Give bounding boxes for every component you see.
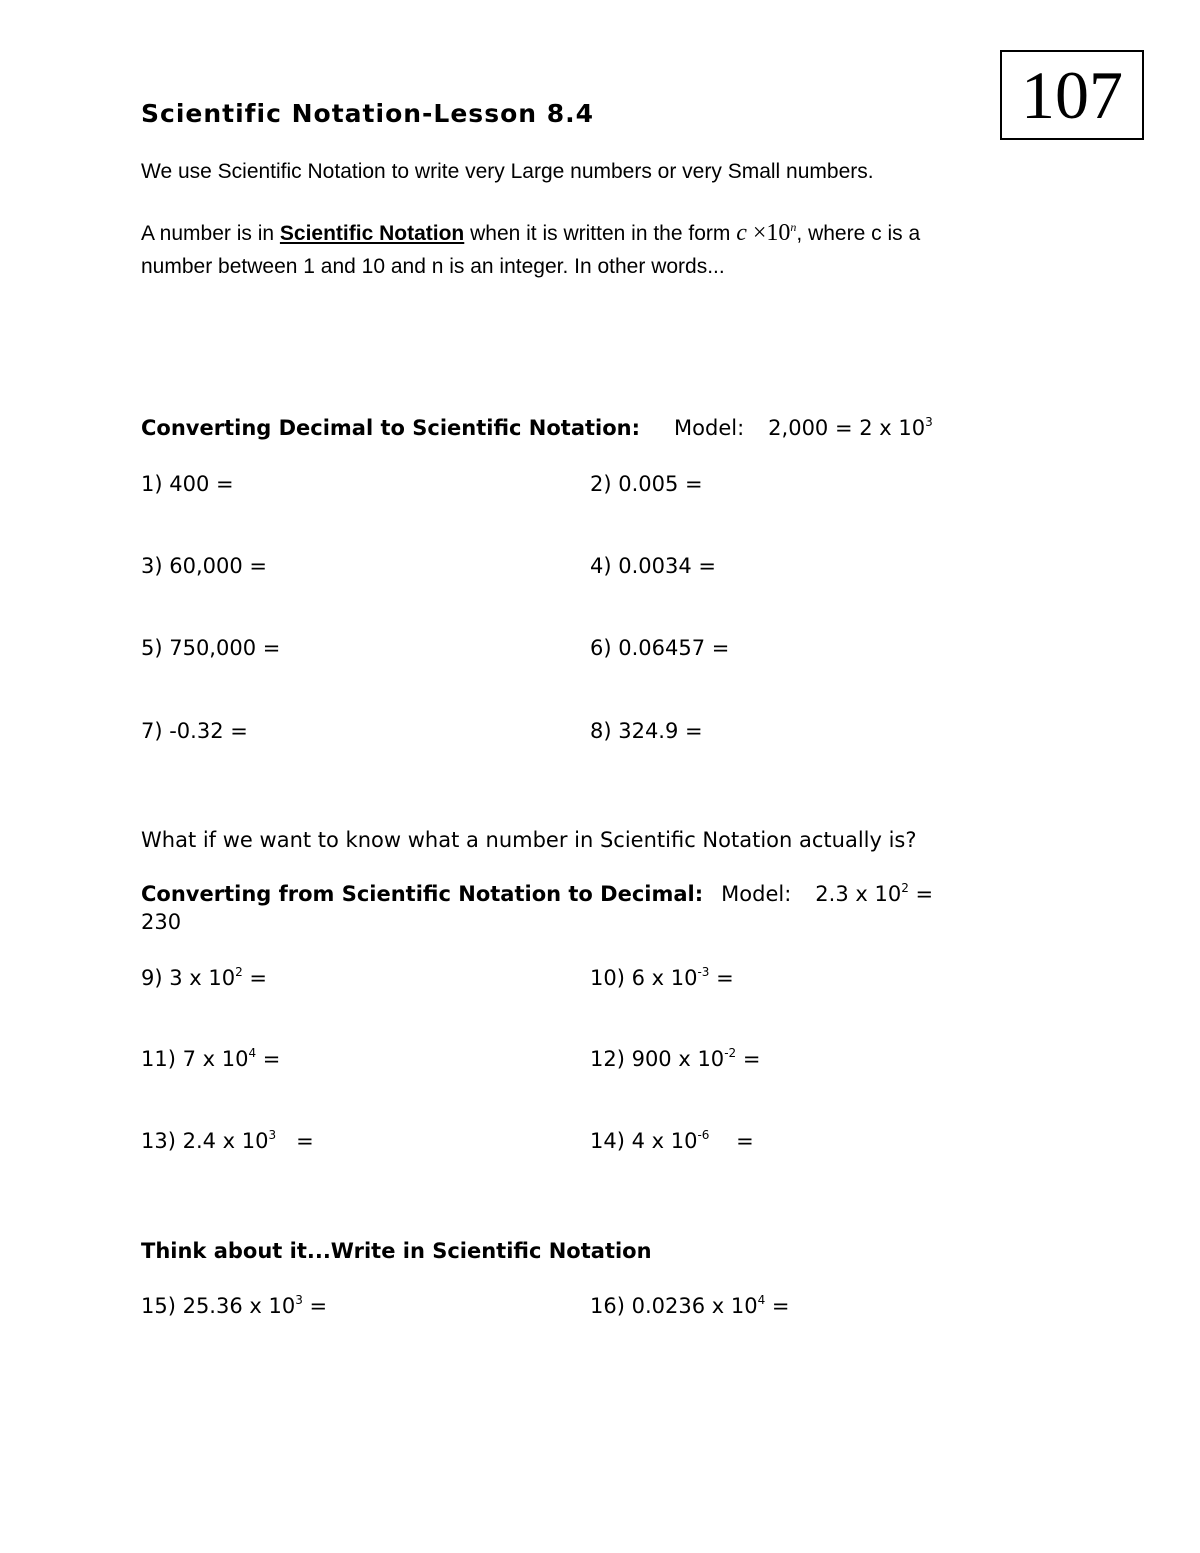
problem-8: 8) 324.9 = (590, 719, 703, 743)
problem-12-base: 12) 900 x 10 (590, 1047, 725, 1071)
section2-heading: Converting from Scientific Notation to Decimal: (141, 882, 704, 906)
problem-11 (141, 1047, 280, 1071)
section1-model-exp: 3 (925, 415, 933, 429)
problem-10-base: 10) 6 x 10 (590, 966, 698, 990)
problem-13-eq: = (276, 1129, 314, 1153)
section2-model-answer: 230 (141, 910, 182, 934)
formula-times: ×10 (746, 220, 791, 246)
definition-term: Scientific Notation (279, 222, 465, 245)
problem-10-exp: -3 (697, 965, 710, 979)
problem-16-exp: 4 (757, 1293, 766, 1307)
section2-model-text: 2.3 x 10 (815, 882, 902, 906)
section2-model-exp: 2 (901, 881, 909, 895)
problem-13 (141, 1129, 314, 1153)
definition-line-1 (141, 216, 920, 251)
problem-11-eq: = (256, 1047, 281, 1071)
section1-heading-line (141, 416, 933, 440)
problem-1: 1) 400 = (141, 472, 234, 496)
problem-7: 7) -0.32 = (141, 719, 248, 743)
problem-11-exp: 4 (248, 1046, 257, 1060)
problem-5: 5) 750,000 = (141, 636, 281, 660)
definition-after: , where c is a (796, 222, 921, 245)
problem-2: 2) 0.005 = (590, 472, 703, 496)
section3-heading: Think about it...Write in Scientific Notation (141, 1239, 652, 1263)
problem-12-exp: -2 (724, 1046, 737, 1060)
problem-15-eq: = (302, 1294, 328, 1318)
problem-9-exp: 2 (235, 965, 243, 979)
problem-10 (590, 966, 734, 990)
intro-text: We use Scientific Notation to write very Large numbers or very Small numbers. (141, 160, 874, 183)
problem-10-eq: = (709, 966, 734, 990)
problem-9-eq: = (242, 966, 268, 990)
formula (736, 220, 796, 246)
section1-heading: Converting Decimal to Scientific Notation: (141, 416, 641, 440)
page-number: 107 (1021, 57, 1123, 133)
page-number-box (1000, 50, 1144, 140)
problem-4: 4) 0.0034 = (590, 554, 716, 578)
problem-14-eq: = (709, 1129, 754, 1153)
problem-13-base: 13) 2.4 x 10 (141, 1129, 269, 1153)
section2-model-label: Model: (721, 882, 792, 906)
definition-line-2: number between 1 and 10 and n is an integer. In other words... (141, 255, 725, 278)
problem-14-base: 14) 4 x 10 (590, 1129, 698, 1153)
problem-12-eq: = (736, 1047, 761, 1071)
question-text: What if we want to know what a number in Scientific Notation actually is? (141, 828, 917, 852)
problem-3: 3) 60,000 = (141, 554, 267, 578)
problem-9 (141, 966, 267, 990)
problem-14 (590, 1129, 754, 1153)
problem-12 (590, 1047, 760, 1071)
problem-15 (141, 1294, 327, 1318)
problem-16-eq: = (765, 1294, 790, 1318)
definition-before: A number is in (141, 222, 280, 245)
problem-14-exp: -6 (697, 1128, 710, 1142)
problem-16 (590, 1294, 790, 1318)
problem-15-exp: 3 (295, 1293, 303, 1307)
problem-13-exp: 3 (268, 1128, 277, 1142)
problem-9-base: 9) 3 x 10 (141, 966, 236, 990)
section2-model-rest: = (908, 882, 934, 906)
formula-n: n (790, 220, 797, 234)
problem-16-base: 16) 0.0236 x 10 (590, 1294, 758, 1318)
problem-11-base: 11) 7 x 10 (141, 1047, 249, 1071)
page-title: Scientific Notation-Lesson 8.4 (141, 99, 595, 128)
section1-model-text: 2,000 = 2 x 10 (768, 416, 926, 440)
section2-heading-line (141, 882, 933, 906)
definition-middle: when it is written in the form (464, 222, 737, 245)
section1-model-label: Model: (674, 416, 745, 440)
problem-15-base: 15) 25.36 x 10 (141, 1294, 296, 1318)
formula-c: c (736, 220, 747, 246)
problem-6: 6) 0.06457 = (590, 636, 730, 660)
